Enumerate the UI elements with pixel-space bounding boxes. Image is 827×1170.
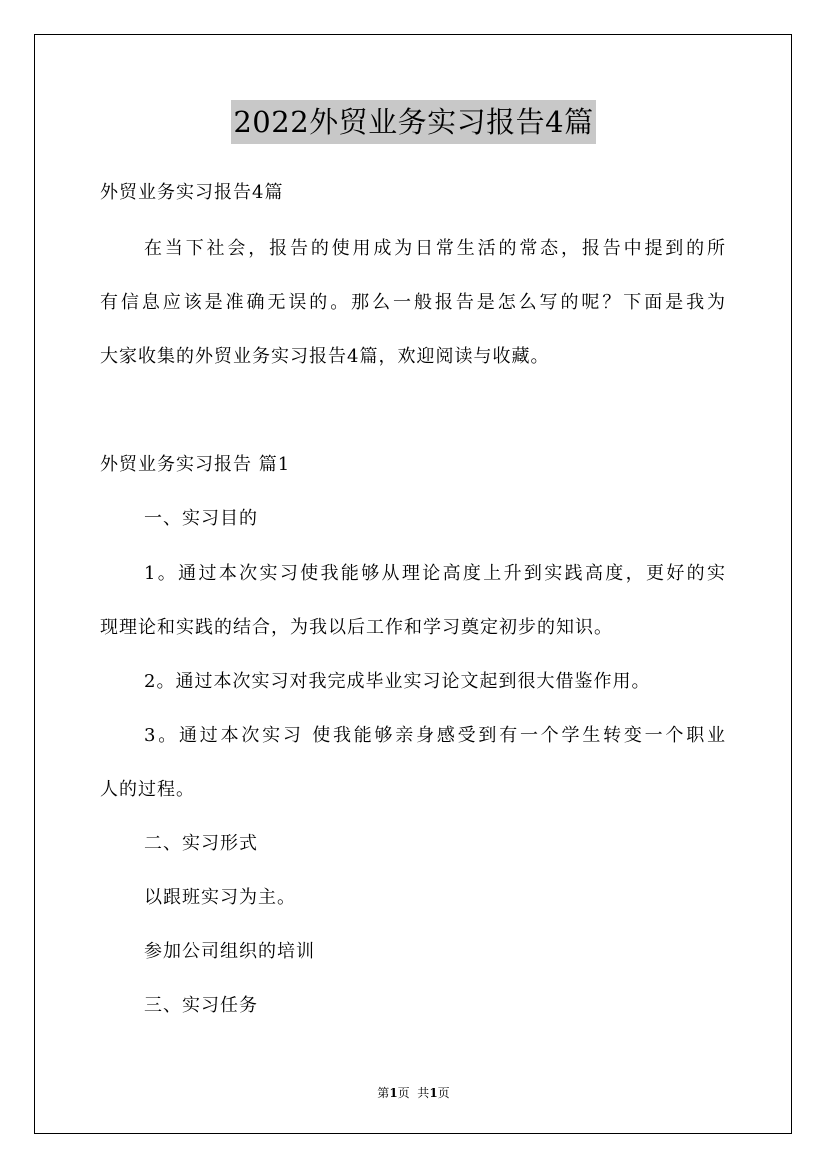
heading-purpose: 一、实习目的 xyxy=(144,508,258,529)
intro-line-2: 有信息应该是准确无误的。那么一般报告是怎么写的呢？下面是我为 xyxy=(100,292,726,313)
form-line-1: 以跟班实习为主。 xyxy=(144,887,296,908)
form-line-2: 参加公司组织的培训 xyxy=(144,941,315,962)
item1-line-2: 现理论和实践的结合，为我以后工作和学习奠定初步的知识。 xyxy=(100,617,613,638)
item3-line-2: 人的过程。 xyxy=(100,779,195,800)
section-title: 外贸业务实习报告 篇1 xyxy=(100,454,291,475)
heading-task: 三、实习任务 xyxy=(144,995,258,1016)
item3-line-1: 3。通过本次实习 使我能够亲身感受到有一个学生转变一个职业 xyxy=(144,725,726,746)
document-title: 2022外贸业务实习报告4篇 xyxy=(231,100,595,144)
title-wrap xyxy=(0,100,827,144)
document-subtitle: 外贸业务实习报告4篇 xyxy=(100,182,284,203)
footer-page-number: 1 xyxy=(389,1086,398,1100)
page-footer xyxy=(0,1084,827,1102)
footer-prefix: 第 xyxy=(377,1086,390,1100)
footer-suffix: 页 xyxy=(437,1086,450,1100)
heading-form: 二、实习形式 xyxy=(144,833,258,854)
intro-line-1: 在当下社会，报告的使用成为日常生活的常态，报告中提到的所 xyxy=(144,238,726,259)
item2-line: 2。通过本次实习对我完成毕业实习论文起到很大借鉴作用。 xyxy=(144,671,651,692)
footer-mid: 页 共 xyxy=(397,1086,430,1100)
item1-line-1: 1。通过本次实习使我能够从理论高度上升到实践高度，更好的实 xyxy=(144,563,726,584)
intro-line-3: 大家收集的外贸业务实习报告4篇，欢迎阅读与收藏。 xyxy=(100,346,550,367)
footer-page-total: 1 xyxy=(429,1086,438,1100)
